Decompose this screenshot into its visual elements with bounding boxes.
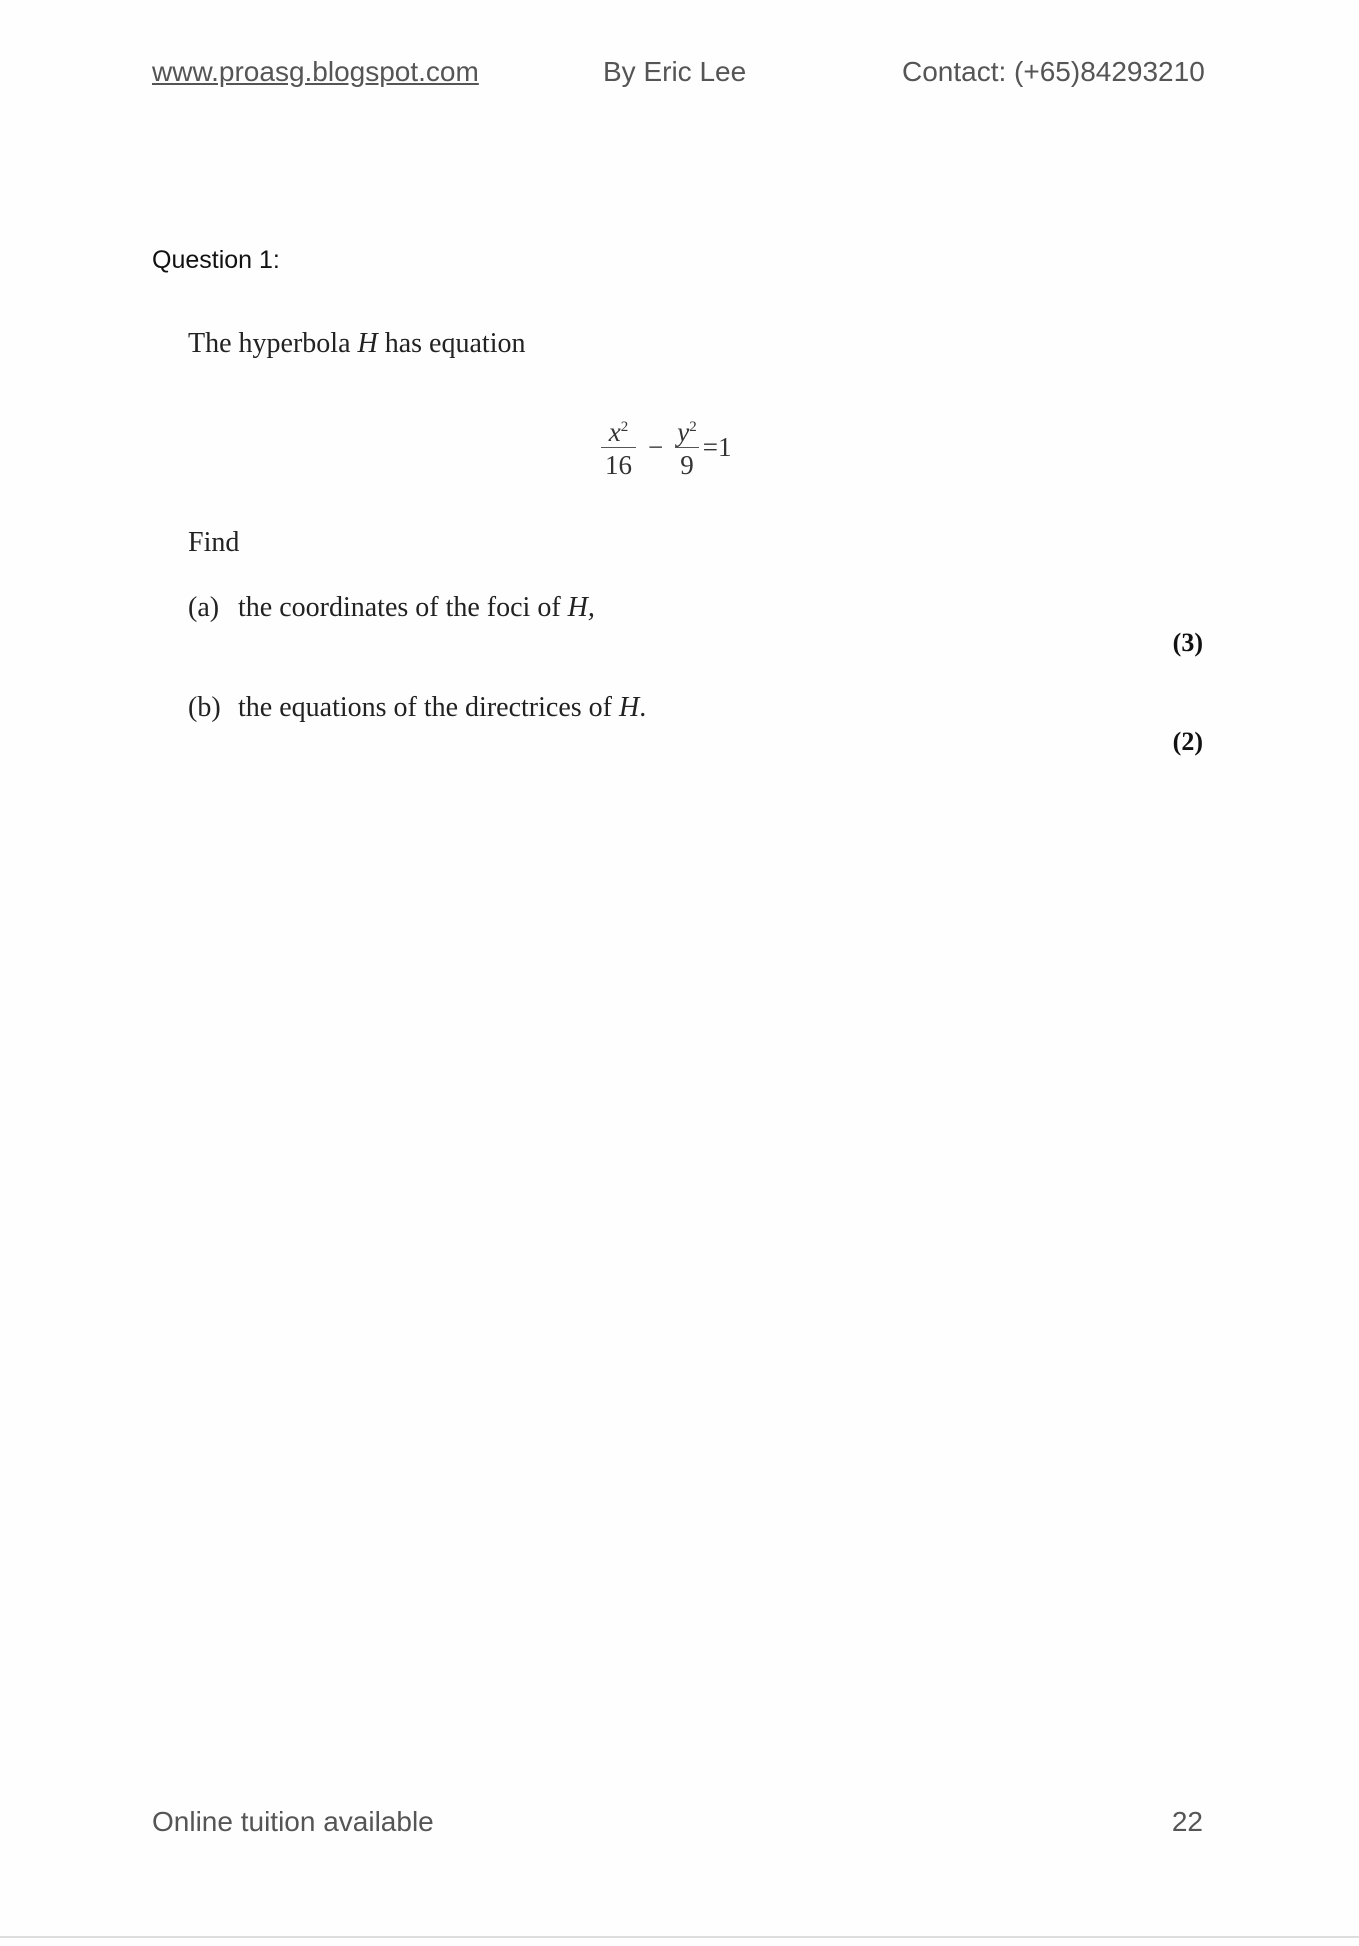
find-label: Find — [188, 527, 240, 558]
part-b-variable: H — [618, 692, 640, 723]
intro-rest: has equation — [377, 328, 526, 359]
fraction-x-denominator: 16 — [605, 450, 632, 480]
part-a-end: , — [587, 592, 595, 623]
part-b-text: the equations of the directrices of — [238, 692, 619, 723]
intro-variable: H — [357, 328, 378, 359]
part-a — [188, 592, 595, 624]
page-bottom-rule — [0, 1936, 1359, 1938]
minus-sign: − — [648, 431, 664, 462]
fraction-x — [601, 412, 636, 482]
part-a-marks: (3) — [1172, 628, 1203, 657]
question-title: Question 1: — [152, 246, 280, 274]
part-b-end: . — [639, 692, 647, 723]
contact-label: Contact: (+65)84293210 — [902, 56, 1205, 87]
part-b-label: (b) — [188, 692, 221, 723]
hyperbola-equation — [597, 412, 731, 482]
fraction-y-denominator: 9 — [680, 450, 694, 480]
question-intro — [188, 328, 525, 360]
part-a-variable: H — [567, 592, 588, 623]
part-b-marks: (2) — [1172, 727, 1203, 756]
site-link[interactable]: www.proasg.blogspot.com — [152, 56, 479, 87]
fraction-y — [675, 412, 698, 482]
page-number: 22 — [1171, 1806, 1203, 1837]
footer-tuition: Online tuition available — [152, 1806, 434, 1837]
fraction-y-numerator: $y^2$ — [677, 417, 697, 447]
equation-rhs: =1 — [702, 431, 732, 462]
part-b — [188, 692, 646, 724]
fraction-x-numerator: $x^2$ — [608, 417, 629, 447]
part-a-label: (a) — [188, 592, 220, 623]
part-a-text: the coordinates of the foci of — [238, 592, 568, 623]
author-label: By Eric Lee — [603, 56, 747, 87]
intro-text: The hyperbola — [188, 328, 358, 359]
